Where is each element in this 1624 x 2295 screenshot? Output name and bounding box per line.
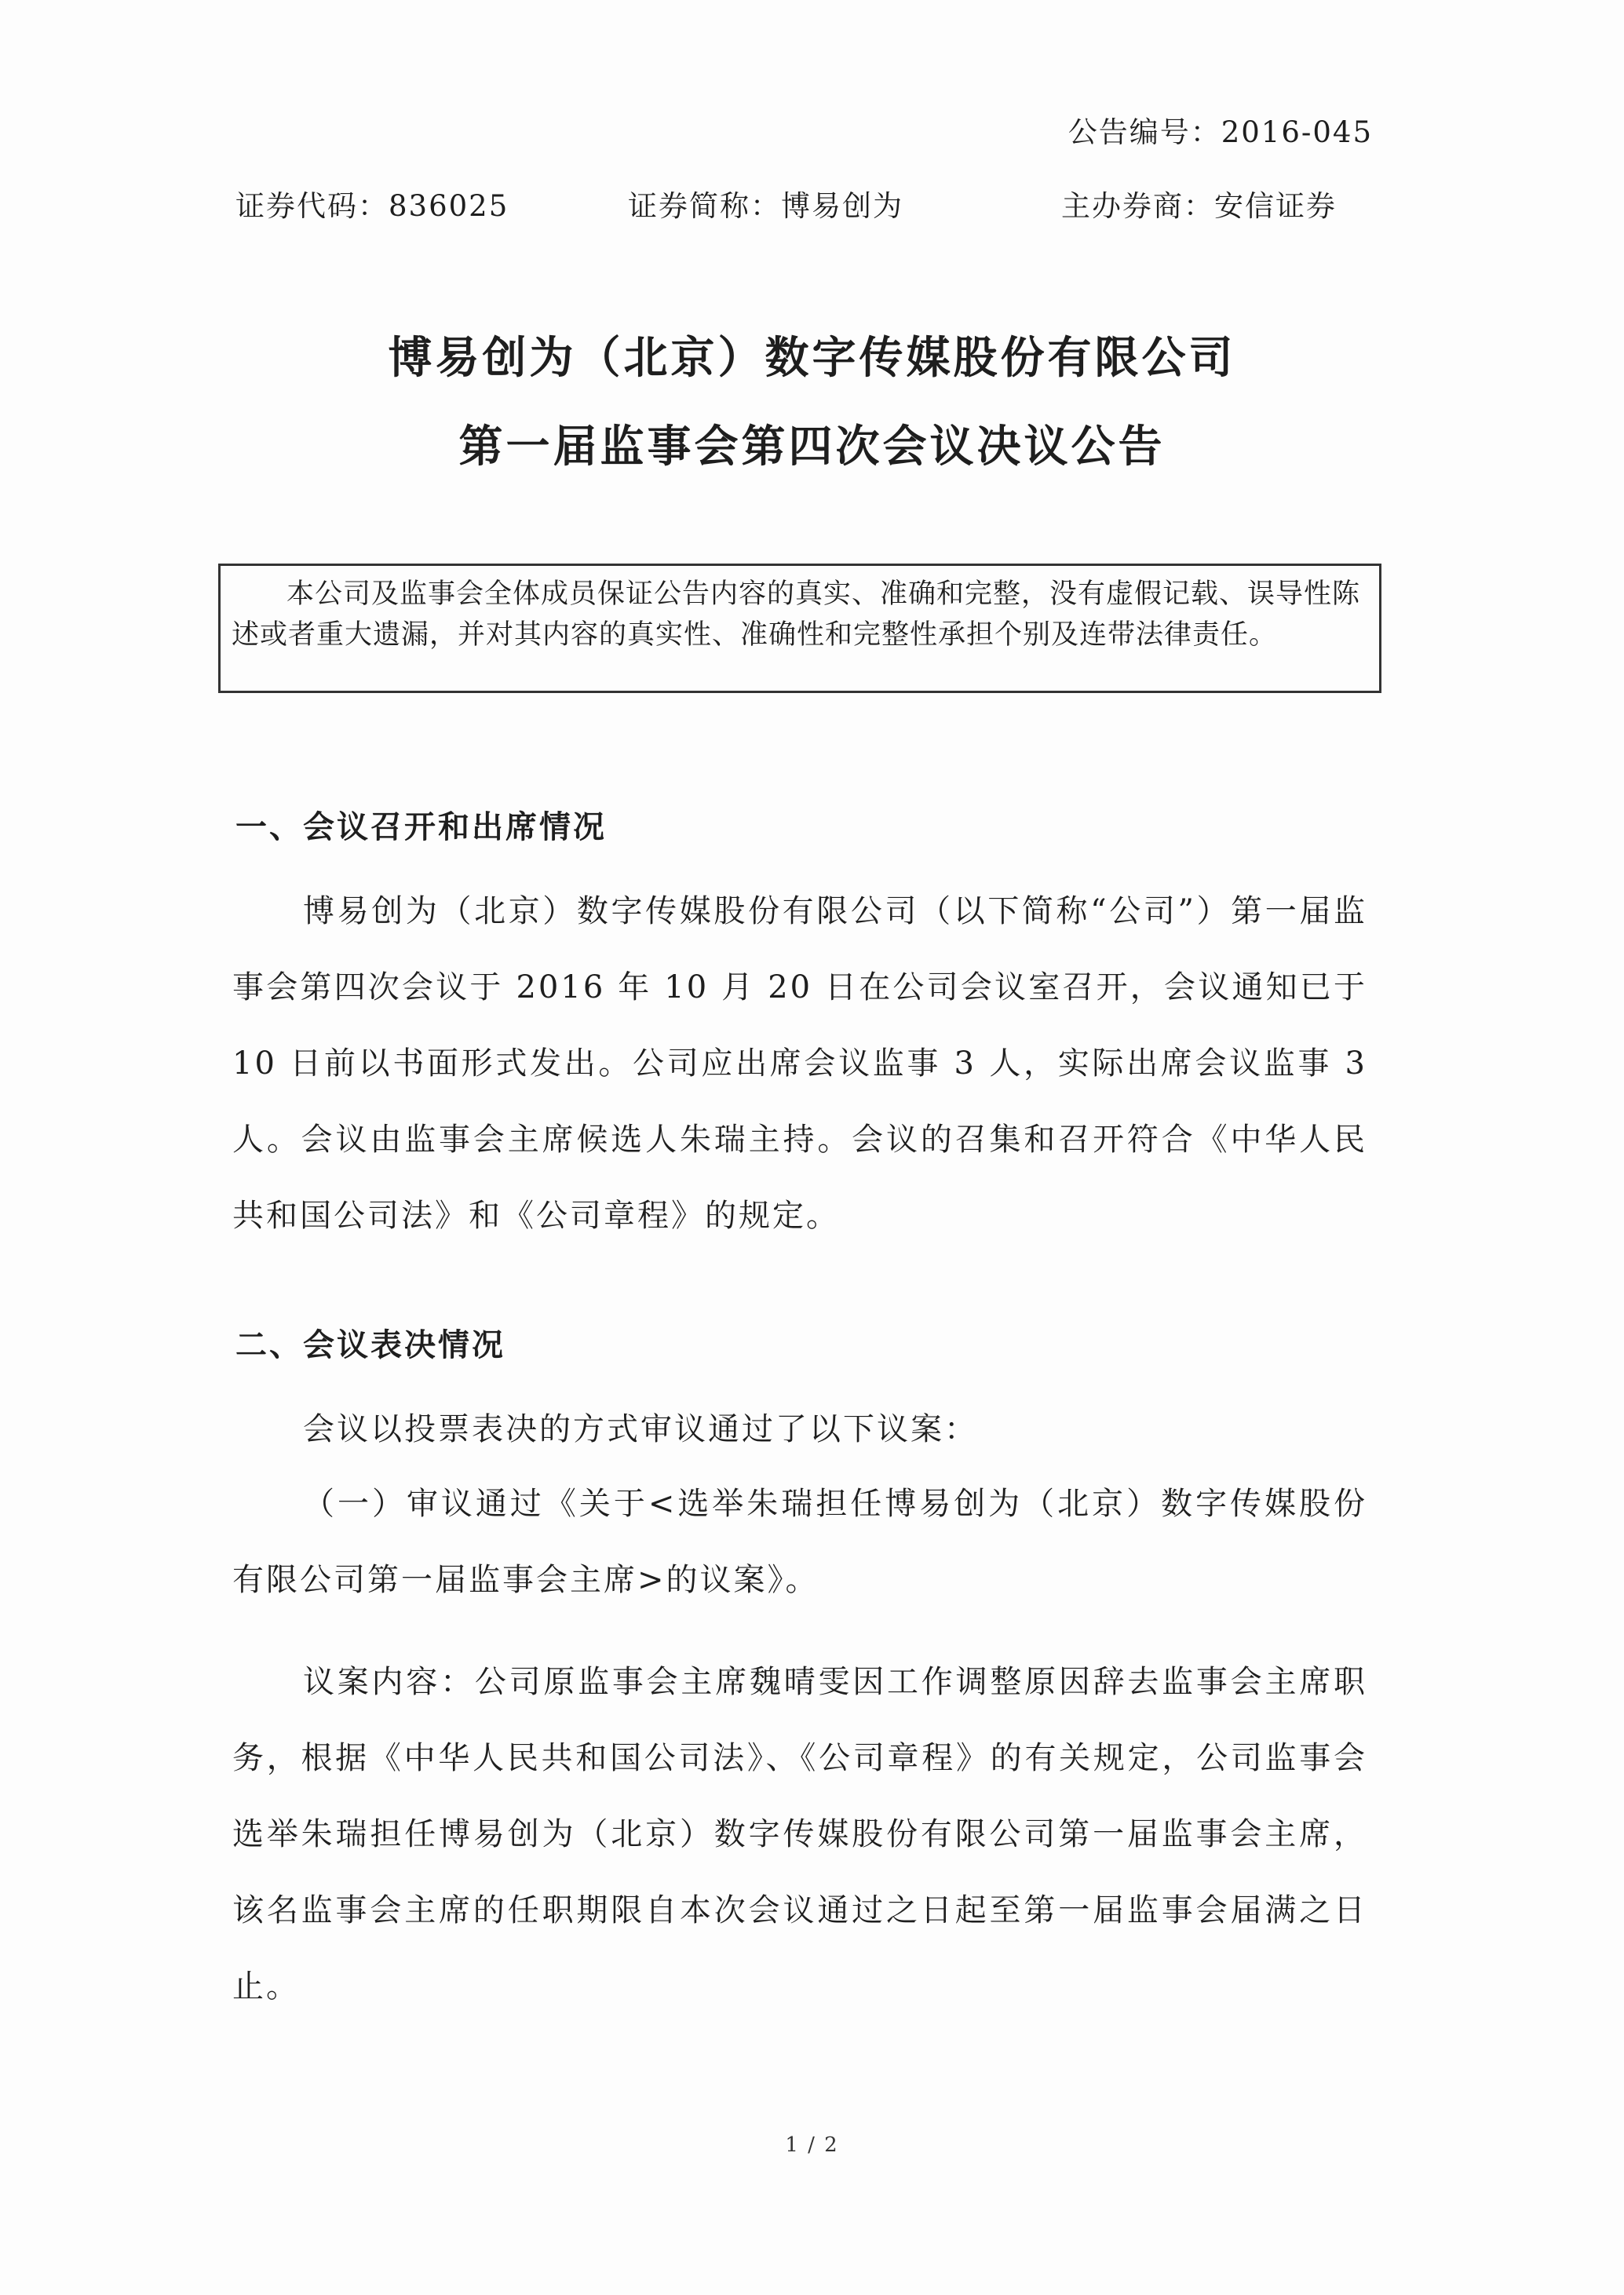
sponsor-broker: 主办券商：安信证券 [1061,189,1337,223]
disclaimer-text: 本公司及监事会全体成员保证公告内容的真实、准确和完整，没有虚假记载、误导性陈述或者重大遗漏，并对其内容的真实性、准确性和完整性承担个别及连带法律责任。 [232,578,1361,651]
disclaimer-box [218,564,1381,693]
section-body-meeting: 博易创为（北京）数字传媒股份有限公司（以下简称“公司”）第一届监事会第四次会议于 2016 年 10 月 20 日在公司会议室召开，会议通知已于 10 日前以书面形式发出。公司应出席会议监事 3 人，实际出席会议监事 3 人。会议由监事会主席候选人朱瑞主持。会议的召集和召开符合《中华人民共和国公司法》和《公司章程》的规定。 [232,893,1367,1234]
announcement-number: 公告编号：2016-045 [1067,115,1373,149]
document-title-line-2: 第一届监事会第四次会议决议公告 [458,421,1166,472]
security-code: 证券代码：836025 [235,189,509,223]
page-number: 1 / 2 [785,2133,839,2157]
security-abbreviation: 证券简称：博易创为 [628,189,903,223]
document-title-line-1: 博易创为（北京）数字传媒股份有限公司 [388,333,1236,384]
motion-item-1-content: 议案内容：公司原监事会主席魏晴雯因工作调整原因辞去监事会主席职务，根据《中华人民共和国公司法》、《公司章程》的有关规定，公司监事会选举朱瑞担任博易创为（北京）数字传媒股份有限公司第一届监事会主席，该名监事会主席的任职期限自本次会议通过之日起至第一届监事会届满之日止。 [232,1664,1367,2005]
section-heading-meeting: 一、会议召开和出席情况 [235,809,607,845]
voting-intro: 会议以投票表决的方式审议通过了以下议案： [303,1411,978,1447]
motion-item-1: （一）审议通过《关于<选举朱瑞担任博易创为（北京）数字传媒股份有限公司第一届监事会主席>的议案》。 [232,1486,1367,1598]
section-heading-voting: 二、会议表决情况 [235,1327,505,1363]
